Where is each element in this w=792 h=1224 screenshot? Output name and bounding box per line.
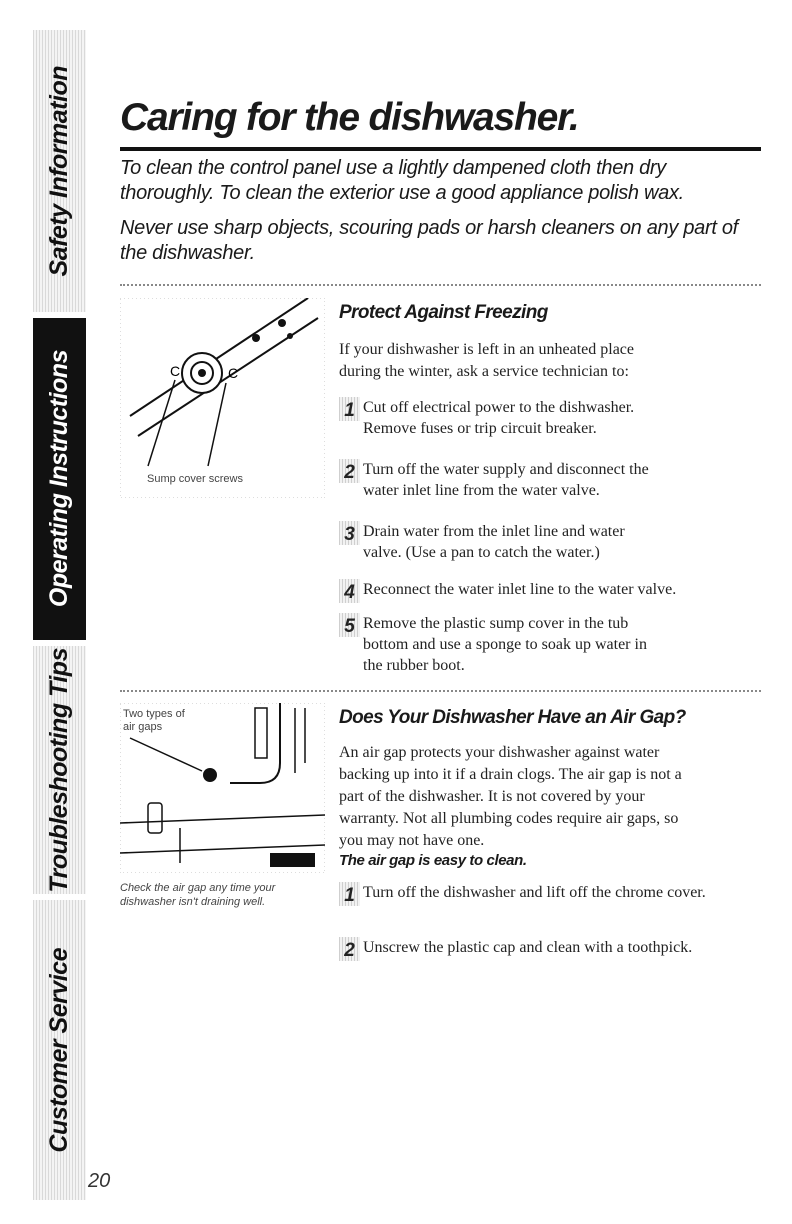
air-gap-intro: An air gap protects your dishwasher against water backing up into it if a drain clogs. The air gap is not a part of the dishwasher. It is not covered by your warranty. Not all plumbing codes require air gaps, so you may not have one. [339,744,682,849]
step-number: 2 [339,459,360,483]
section-tabs [33,30,86,1200]
tab-troubleshooting-tips[interactable] [33,646,86,894]
tab-customer-service[interactable] [33,900,86,1200]
svg-text:C: C [170,363,181,379]
tab-safety-information[interactable] [33,30,86,312]
tab-operating-instructions[interactable] [33,318,86,640]
freezing-step-4 [339,579,749,603]
tab-label: Operating Instructions [45,350,73,608]
tab-label: Safety Information [45,65,73,277]
svg-text:C: C [228,365,239,381]
step-number: 4 [339,579,360,603]
air-gap-subhead: The air gap is easy to clean. [339,852,527,869]
freezing-heading: Protect Against Freezing [339,302,548,323]
step-number: 3 [339,521,360,545]
title-rule [120,147,761,151]
section-divider [120,690,761,692]
tab-label: Troubleshooting Tips [45,647,73,893]
tab-label: Customer Service [45,947,73,1153]
step-number: 1 [339,397,360,421]
air-gap-step-1 [339,882,739,906]
step-text: Unscrew the plastic cap and clean with a toothpick. [363,939,693,956]
air-gap-step-2 [339,937,769,961]
freezing-step-2 [339,459,649,501]
freezing-step-1 [339,397,649,439]
freezing-intro: If your dishwasher is left in an unheated place during the winter, ask a service technician to: [339,341,635,380]
warning-paragraph: Never use sharp objects, scouring pads or harsh cleaners on any part of the dishwasher. [120,217,738,264]
air-gap-caption: Check the air gap any time your dishwasher isn't draining well. [120,882,276,908]
sump-cover-illustration [120,298,325,498]
step-text: Remove the plastic sump cover in the tub bottom and use a sponge to soak up water in the rubber boot. [363,615,647,674]
intro-text [120,156,760,266]
step-text: Turn off the water supply and disconnect the water inlet line from the water valve. [363,461,649,499]
step-text: Turn off the dishwasher and lift off the chrome cover. [363,884,706,901]
page-number: 20 [88,1170,111,1192]
air-gap-heading: Does Your Dishwasher Have an Air Gap? [339,707,686,728]
air-gap-label: Two types of air gaps [123,708,185,733]
step-text: Reconnect the water inlet line to the water valve. [363,581,677,598]
section-divider [120,284,761,286]
step-number: 2 [339,937,360,961]
freezing-step-3 [339,521,649,563]
step-text: Drain water from the inlet line and water valve. (Use a pan to catch the water.) [363,523,625,561]
step-number: 1 [339,882,360,906]
sump-cover-caption: Sump cover screws [147,473,243,485]
intro-paragraph: To clean the control panel use a lightly dampened cloth then dry thoroughly. To clean the exterior use a good appliance polish wax. [120,157,684,204]
page-title: Caring for the dishwasher. [120,96,579,139]
freezing-step-5 [339,613,669,676]
step-number: 5 [339,613,360,637]
step-text: Cut off electrical power to the dishwasher. Remove fuses or trip circuit breaker. [363,399,635,437]
